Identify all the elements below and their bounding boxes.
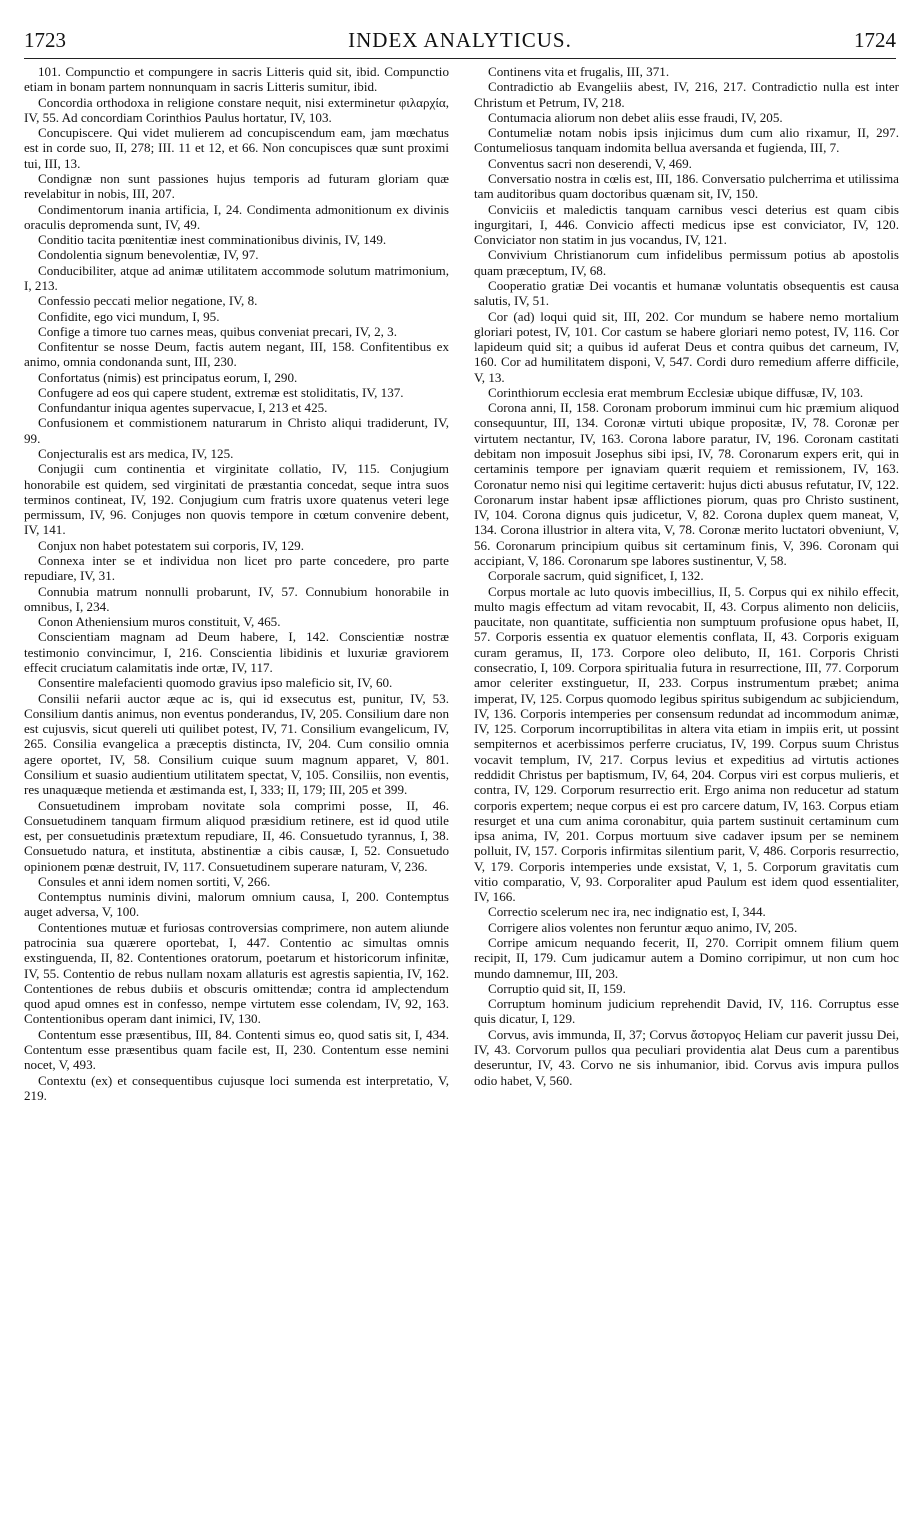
index-entry: Conducibiliter, atque ad animæ utilitatem accommode solutum matrimonium, I, 213. bbox=[24, 262, 449, 293]
right-column bbox=[474, 64, 899, 1088]
index-entry: Corporale sacrum, quid significet, I, 132. bbox=[488, 568, 704, 584]
index-entry: Connubia matrum nonnulli probarunt, IV, 57. Connubium honorabile in omnibus, I, 234. bbox=[24, 583, 449, 614]
index-entry: Contemptus numinis divini, malorum omnium causa, I, 200. Contemptus auget adversa, V, 100. bbox=[24, 889, 449, 920]
index-entry: Conon Atheniensium muros constituit, V, 465. bbox=[38, 614, 281, 630]
index-entry: Corona anni, II, 158. Coronam proborum imminui cum hic præmium aliquod consequuntur, III, 134. Coronæ virtuti ubique propositæ, IV, 78. Coronæ per virtutem nectantur, IV, 163. Corona labore paratur, IV, 196. Coronam castitati debitam non imposuit Josephus sibi ipsi, IV, 78. Coronarum expers erit, qui in certaminis tempore per ignaviam quærit requiem et remissionem, IV, 163. Coronatur nemo nisi qui legitime certaverit: hujus dicti abusus refutatur, IV, 122. Coronarum instar habent ipsæ afflictiones piorum, quas pro Christo sustinent, IV, 104. Corona dignus quis judicetur, V, 82. Corona duplex quem maneat, V, 134. Corona illustrior in altera vita, V, 78. Coronæ merito luctatori obveniunt, V, 56. Coronarum principium quibus sit certaminum finis, V, 396. Coronam qui accipiant, V, 186. Coronarum spe labores sustinentur, V, 58. bbox=[474, 400, 899, 568]
index-entry: Condignæ non sunt passiones hujus temporis ad futuram gloriam quæ revelabitur in nobis, III, 207. bbox=[24, 170, 449, 202]
index-entry: Contentiones mutuæ et furiosas controversias comprimere, non autem aliunde patrocinia sua quærere oportebat, I, 447. Contentio ac simultas omnis exstinguenda, II, 82. Contentiones oratorum, poetarum et historicorum infinitæ, IV, 55. Contentio de rebus nullam noxam allaturis est agrestis sapientia, IV, 162. Contentiones de rebus dubiis et obscuris omittendæ; contra id amplectendum quod apud omnes est in confesso, nempe virtutem esse colendam, IV, 92, 163. Contentionibus operam dant inimici, IV, 130. bbox=[24, 919, 449, 1027]
index-entry: Corvus, avis immunda, II, 37; Corvus ἄστοργος Heliam cur paverit jussu Dei, IV, 43. Corvorum pullos qua peculiari providentia alat Deus cum a parentibus deseruntur, IV, 43. Corvo ne sis inhumanior, ibid. Corvus avis impura pullos odio habet, V, 560. bbox=[474, 1026, 899, 1088]
index-entry: Consules et anni idem nomen sortiti, V, 266. bbox=[38, 873, 271, 889]
index-entry: Continens vita et frugalis, III, 371. bbox=[488, 64, 670, 79]
index-entry: Confundantur iniqua agentes supervacue, I, 213 et 425. bbox=[38, 400, 328, 416]
right-page-number: 1724 bbox=[854, 28, 896, 52]
index-entry: Consilii nefarii auctor æque ac is, qui id exsecutus est, punitur, IV, 53. Consilium dantis animus, non eventus ponderandus, IV, 205. Consilium dare non est cujusvis, sicut quereli uti quilibet potest, IV, 71. Consilium evangelicum, IV, 265. Consilia evangelica a præceptis distincta, IV, 204. Cum consilio omnia agere oportet, IV, 58. Consilium cuique suum magnum apparet, V, 801. Consilium et suasio audientium utilitatem spectat, V, 105. Consiliis, non eventis, res unaquæque metienda et æstimanda est, I, 333; II, 179; III, 205 et 399. bbox=[24, 690, 449, 798]
index-entry: Cooperatio gratiæ Dei vocantis et humanæ voluntatis obsequentis est causa salutis, IV, 51. bbox=[474, 277, 899, 309]
index-entry: Conscientiam magnam ad Deum habere, I, 142. Conscientiæ nostræ testimonio convincimur, I, 216. Conscientia libidinis et luxuriæ graviorem effecit cruciatum calamitatis inde ortæ, IV, 117. bbox=[24, 629, 449, 675]
index-entry: Conventus sacri non deserendi, V, 469. bbox=[488, 155, 692, 171]
index-entry: Confige a timore tuo carnes meas, quibus conveniat precari, IV, 2, 3. bbox=[38, 323, 398, 339]
index-entry: Corruptio quid sit, II, 159. bbox=[488, 980, 626, 996]
index-entry: Conjux non habet potestatem sui corporis, IV, 129. bbox=[38, 537, 304, 553]
index-entry: Confugere ad eos qui capere student, extremæ est stoliditatis, IV, 137. bbox=[38, 384, 404, 400]
index-entry: Contradictio ab Evangeliis abest, IV, 216, 217. Contradictio nulla est inter Christum et Petrum, IV, 218. bbox=[474, 79, 899, 110]
header-rule bbox=[24, 58, 896, 59]
index-entry: Consuetudinem improbam novitate sola comprimi posse, II, 46. Consuetudinem tanquam firmum aliquod præsidium retinere, est id quod utile est, per consuetudinis prætextum repudiare, II, 46. Consuetudo tyrannus, I, 38. Consuetudo natura, et instituta, abstinentiæ a cibis causæ, I, 52. Consuetudo opinionem pœnæ destruit, IV, 117. Consuetudinem superare naturam, V, 236. bbox=[24, 797, 449, 874]
index-entry: 101. Compunctio et compungere in sacris Litteris quid sit, ibid. Compunctio etiam in bonam partem nonnunquam in sacris Litteris sumitur, ibid. bbox=[24, 64, 449, 95]
index-entry: Conjecturalis est ars medica, IV, 125. bbox=[38, 446, 234, 462]
index-entry: Correctio scelerum nec ira, nec indignatio est, I, 344. bbox=[488, 904, 766, 920]
index-entry: Contentum esse præsentibus, III, 84. Contenti simus eo, quod satis sit, I, 434. Contentum esse præsentibus quam facile est, II, 230. Contentum esse nemini nocet, V, 493. bbox=[24, 1026, 449, 1073]
index-entry: Confusionem et commistionem naturarum in Christo aliqui tradiderunt, IV, 99. bbox=[24, 415, 449, 446]
index-entry: Condolentia signum benevolentiæ, IV, 97. bbox=[38, 247, 259, 263]
running-title: INDEX ANALYTICUS. bbox=[348, 28, 572, 52]
index-entry: Condimentorum inania artificia, I, 24. Condimenta admonitionum ex divinis oraculis depromenda sunt, IV, 49. bbox=[24, 201, 449, 232]
index-entry: Conditio tacita pœnitentiæ inest comminationibus divinis, IV, 149. bbox=[38, 232, 387, 248]
index-entry: Concordia orthodoxa in religione constare nequit, nisi exterminetur φιλαρχία, IV, 55. Ad concordiam Corinthios Paulus hortatur, IV, 103. bbox=[24, 94, 449, 125]
index-entry: Confortatus (nimis) est principatus eorum, I, 290. bbox=[38, 369, 298, 385]
index-entry: Concupiscere. Qui videt mulierem ad concupiscendum eam, jam mœchatus est in corde suo, II, 278; III. 11 et 12, et 66. Non concupisces quæ sunt proximi tui, III, 13. bbox=[24, 125, 449, 171]
left-page-number: 1723 bbox=[24, 28, 66, 52]
page-header bbox=[20, 28, 900, 58]
index-entry: Contumacia aliorum non debet aliis esse fraudi, IV, 205. bbox=[488, 109, 783, 125]
index-entry: Corripe amicum nequando fecerit, II, 270. Corripit omnem filium quem recipit, II, 179. Cum judicamur autem a Domino corripimur, ut non cum hoc mundo damnemur, III, 203. bbox=[474, 935, 899, 981]
index-entry: Conjugii cum continentia et virginitate collatio, IV, 115. Conjugium honorabile est quidem, sed virginitati de præstantia concedat, seque intra suos terminos contineat, IV, 192. Conjugium cum fratris uxore quatenus veteri lege permissum, IV, 96. Conjuges non quovis tempore in cœtum convenire debent, IV, 141. bbox=[24, 461, 449, 538]
index-entry: Conversatio nostra in cœlis est, III, 186. Conversatio pulcherrima et utilissima tam auditoribus quam doctoribus quænam sit, IV, 150. bbox=[474, 170, 899, 202]
left-column bbox=[24, 64, 449, 1103]
index-entry: Contumeliæ notam nobis ipsis injicimus dum cum alio rixamur, II, 297. Contumeliosus tanquam indomita bellua aversanda et fugienda, III, 7. bbox=[474, 125, 899, 156]
index-entry: Corpus mortale ac luto quovis imbecillius, II, 5. Corpus qui ex nihilo effecit, multo magis effectum ad vitam revocabit, II, 43. Corpus alimento non deliciis, paucitate, non quantitate, sufficientia non sumptuum profusione opus habet, II, 57. Corporis essentia ex quatuor elementis conflata, II, 43. Corporis exiguam curam geramus, II, 173. Corpore oleo delibuto, II, 161. Corporis Christi consecratio, I, 109. Corpora spiritualia futura in resurrectione, III, 77. Corporum amor celeriter exstinguetur, II, 233. Corpus instrumentum præbet; anima imperat, IV, 125. Corpus quomodo legibus spiritus subigendum ac subjiciendum, IV, 136. Corporis intemperies per consensum redundat ad incommodum animæ, IV, 125. Corporum incorruptibilitas in altera vita etiam in impiis erit, ut possint sempiternos et acerbissimos perferre cruciatus, IV, 199. Corpus suum Christus vocavit templum, IV, 217. Corpus levius et expeditius ad virtutis actiones reddidit Christus per baptismum, IV, 64, 204. Corpus viri est corpus mulieris, et contra, IV, 129. Corporum resurrectio erit. Ergo anima non reducetur ad statum corporis expertem; neque corpus ei est pro carcere datum, IV, 163. Corpus etiam resurget et una cum anima coronabitur, quia partem sustinuit certaminum cum ipsa anima, IV, 201. Corpus mortuum sive cadaver ipsum per se neminem polluit, IV, 157. Corporis infirmitas silentium parit, V, 486. Corporis resurrectio, V, 179. Corporis intemperies unde exsistat, V, 1, 5. Corporum gravitatis cum vitio comparatio, V, 93. Corporaliter apud Paulum est idem quod essentialiter, IV, 166. bbox=[474, 583, 899, 905]
index-entry: Consentire malefacienti quomodo gravius ipso maleficio sit, IV, 60. bbox=[38, 675, 393, 691]
index-entry: Contextu (ex) et consequentibus cujusque loci sumenda est interpretatio, V, 219. bbox=[24, 1072, 449, 1103]
index-entry: Conviciis et maledictis tanquam carnibus vesci deterius est quam cibis ingurgitari, I, 446. Convicio affecti medicus ipse est conviciator, IV, 120. Conviciator non statim in jus vocandus, IV, 121. bbox=[474, 201, 899, 248]
index-entry: Convivium Christianorum cum infidelibus permissum potius ab apostolis quam præceptum, IV, 68. bbox=[474, 247, 899, 278]
index-entry: Corrigere alios volentes non feruntur æquo animo, IV, 205. bbox=[488, 919, 798, 935]
index-entry: Confidite, ego vici mundum, I, 95. bbox=[38, 308, 220, 324]
index-entry: Connexa inter se et individua non licet pro parte concedere, pro parte repudiare, IV, 31. bbox=[24, 553, 449, 584]
index-entry: Cor (ad) loqui quid sit, III, 202. Cor mundum se habere nemo mortalium gloriari potest, IV, 101. Cor castum se habere gloriari nemo potest, IV, 116. Cor lapideum quid sit; a quibus id auferat Deus et contra quibus det carneum, IV, 160. Cor ad humilitatem disponi, V, 547. Cordi duro remedium afferre difficile, V, 13. bbox=[474, 308, 899, 385]
index-entry: Confitentur se nosse Deum, factis autem negant, III, 158. Confitentibus ex animo, omnia condonanda sunt, III, 230. bbox=[24, 339, 449, 370]
index-entry: Corinthiorum ecclesia erat membrum Ecclesiæ ubique diffusæ, IV, 103. bbox=[488, 384, 864, 400]
index-entry: Confessio peccati melior negatione, IV, 8. bbox=[38, 293, 258, 309]
index-entry: Corruptum hominum judicium reprehendit David, IV, 116. Corruptus esse quis dicatur, I, 129. bbox=[474, 996, 899, 1027]
